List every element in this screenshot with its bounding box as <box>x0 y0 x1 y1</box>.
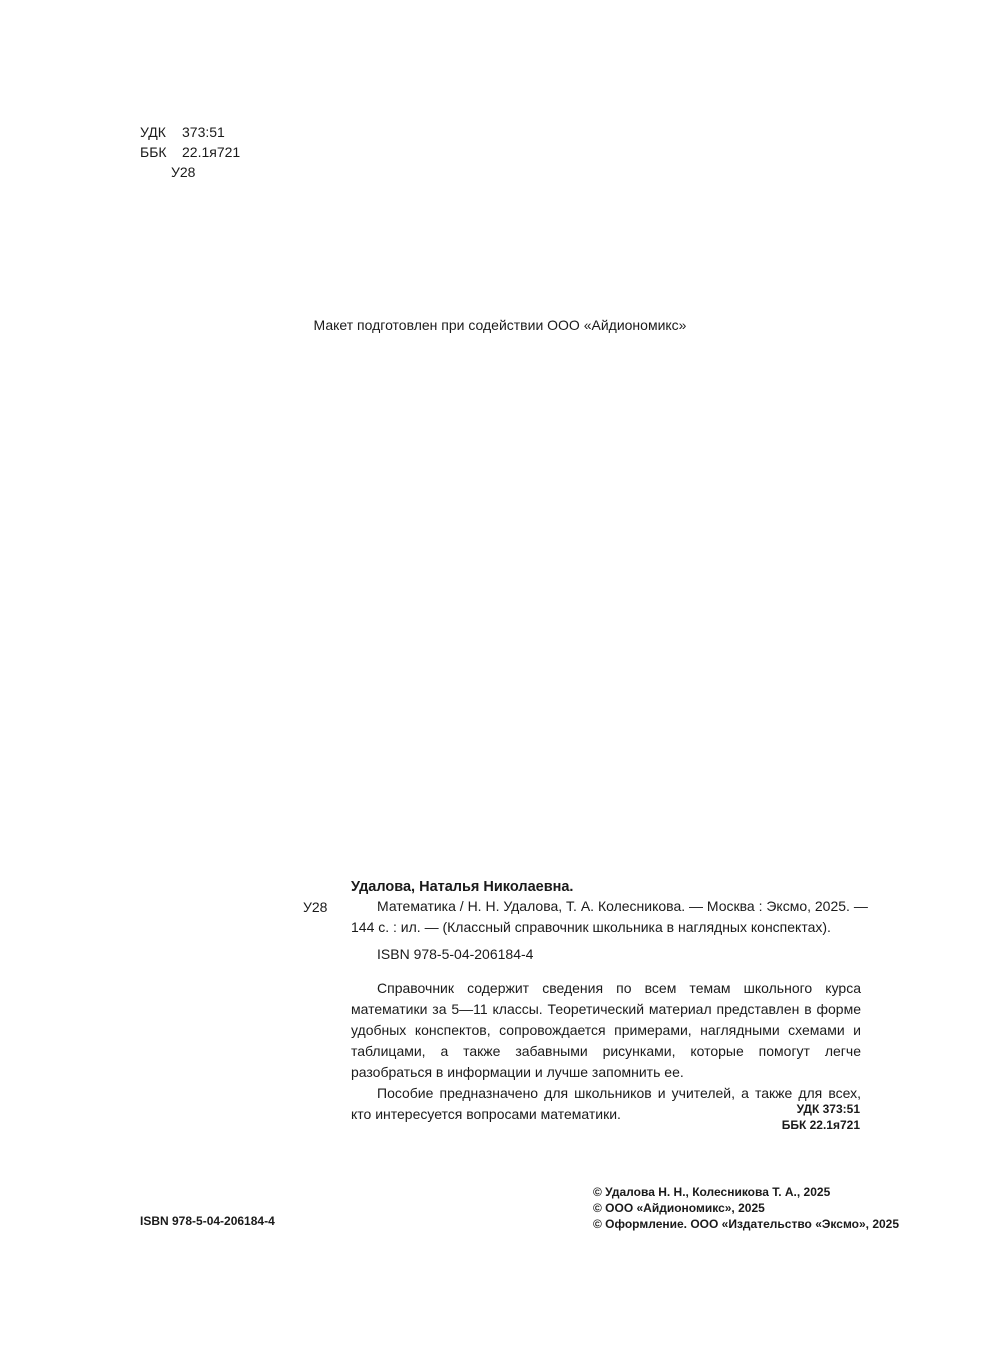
abstract-paragraph-2: Пособие предназначено для школьников и учителей, а также для всех, кто интересуется вопросами математики. <box>351 1085 861 1122</box>
udk-label: УДК <box>140 124 166 140</box>
author-code-row <box>140 162 240 182</box>
copyright-line: © Оформление. ООО «Издательство «Эксмо», 2025 <box>593 1217 900 1231</box>
author-code: У28 <box>171 164 196 180</box>
bibliographic-record <box>351 896 868 1125</box>
record-isbn: ISBN 978-5-04-206184-4 <box>377 946 534 962</box>
layout-note: Макет подготовлен при содействии ООО «Айдиономикс» <box>313 317 687 333</box>
record-author: Удалова, Наталья Николаевна. <box>351 879 574 895</box>
bottom-bbk: ББК 22.1я721 <box>781 1118 860 1132</box>
bbk-label: ББК <box>140 144 167 160</box>
udk-value: 373:51 <box>182 124 225 140</box>
classification-block <box>140 122 240 182</box>
bottom-classification <box>782 1101 860 1133</box>
record-description-line2: 144 с. : ил. — (Классный справочник школьника в наглядных конспектах). <box>351 919 831 935</box>
udk-row <box>140 122 240 142</box>
bbk-value: 22.1я721 <box>182 144 241 160</box>
bbk-row <box>140 142 240 162</box>
copyright-line: © ООО «Айдиономикс», 2025 <box>593 1201 765 1215</box>
copyright-line: © Удалова Н. Н., Колесникова Т. А., 2025 <box>593 1185 831 1199</box>
copyright-block <box>593 1184 899 1232</box>
bottom-udk: УДК 373:51 <box>796 1102 860 1116</box>
isbn-bottom: ISBN 978-5-04-206184-4 <box>140 1214 275 1228</box>
record-description-line1: Математика / Н. Н. Удалова, Т. А. Колесникова. — Москва : Эксмо, 2025. — <box>377 898 868 914</box>
abstract-paragraph-1: Справочник содержит сведения по всем темам школьного курса математики за 5—11 классы. Теоретический материал представлен в форме удобных конспектов, сопровождается примерами, наглядными схемами и таблицами, а также забавными рисунками, которые помогут легче разобраться в информации и лучше запомнить ее. <box>351 980 861 1080</box>
record-author-code: У28 <box>303 899 328 915</box>
